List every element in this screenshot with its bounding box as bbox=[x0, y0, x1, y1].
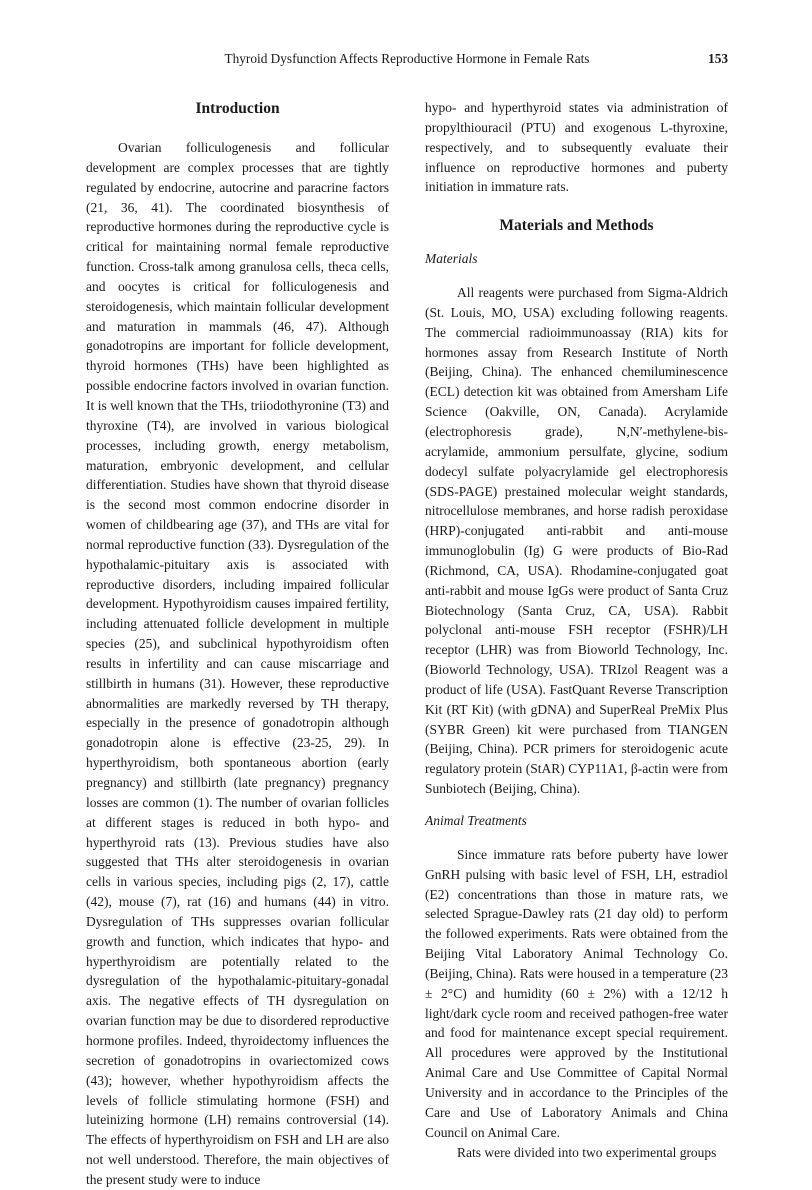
introduction-continuation: hypo- and hyperthyroid states via administration of propylthiouracil (PTU) and exogenous L-thyroxine, respectively, and to subsequently evaluate their influence on reproductive hormones and puberty initiation in immature rats. bbox=[425, 100, 728, 195]
left-column bbox=[86, 98, 389, 1190]
running-header: Thyroid Dysfunction Affects Reproductive Hormone in Female Rats bbox=[224, 51, 590, 66]
animal-treatments-subheading: Animal Treatments bbox=[425, 813, 527, 828]
introduction-heading: Introduction bbox=[195, 100, 280, 117]
materials-paragraph: All reagents were purchased from Sigma-Aldrich (St. Louis, MO, USA) excluding following reagents. The commercial radioimmunoassay (RIA) kits for hormones assay from Research Institute of North (Beijing, China). The enhanced chemiluminescence (ECL) detection kit was obtained from Amersham Life Science (Oakville, ON, Canada). Acrylamide (electrophoresis grade), N,N′-methylene-bis-acrylamide, ammonium persulfate, glycine, sodium dodecyl sulfate polyacrylamide gel electrophoresis (SDS-PAGE) prestained molecular weight standards, nitrocellulose membranes, and horse radish peroxidase (HRP)-conjugated anti-rabbit and anti-mouse immunoglobulin (Ig) G were products of Bio-Rad (Richmond, CA, USA). Rhodamine-conjugated goat anti-rabbit and mouse IgGs were product of Santa Cruz Biotechnology (Santa Cruz, CA, USA). Rabbit polyclonal anti-mouse FSH receptor (FSHR)/LH receptor (LHR) was from Bioworld Technology, Inc. (Bioworld Technology, USA). TRIzol Reagent was a product of life (USA). FastQuant Reverse Transcription Kit (RT Kit) (with gDNA) and SuperReal PreMix Plus (SYBR Green) kit were purchased from TIANGEN (Beijing, China). PCR primers for steroidogenic acute regulatory protein (StAR) CYP11A1, β-actin were from Sunbiotech (Beijing, China). bbox=[425, 285, 728, 797]
methods-heading: Materials and Methods bbox=[499, 217, 654, 235]
right-column bbox=[425, 98, 728, 1162]
animal-treatments-paragraph: Since immature rats before puberty have lower GnRH pulsing with basic level of FSH, LH, estradiol (E2) concentrations than those in mature rats, we selected Sprague-Dawley rats (21 day old) to perform the followed experiments. Rats were obtained from the Beijing Vital Laboratory Animal Technology Co. (Beijing, China). Rats were housed in a temperature (23 ± 2°C) and humidity (60 ± 2%) with a 12/12 h light/dark cycle room and received pathogen-free water and food for maintenance except special requirement. All procedures were approved by the Institutional Animal Care and Use Committee of Capital Normal University and in accordance to the Principles of the Care and Use of Laboratory Animals and China Council on Animal Care. bbox=[425, 846, 728, 1140]
page-number: 153 bbox=[708, 51, 728, 66]
materials-subheading: Materials bbox=[425, 251, 478, 267]
animal-groups-paragraph: Rats were divided into two experimental groups bbox=[457, 1144, 717, 1160]
introduction-paragraph: Ovarian folliculogenesis and follicular development are complex processes that are tightly regulated by endocrine, autocrine and paracrine factors (21, 36, 41). The coordinated biosynthesis of reproductive hormones during the reproductive cycle is critical for maintaining normal female reproductive function. Cross-talk among granulosa cells, theca cells, and oocytes is critical for folliculogenesis and steroidogenesis, which maintain follicular development and maturation in mammals (46, 47). Although gonadotropins are important for follicle development, thyroid hormones (THs) have been highlighted as possible endocrine factors involved in ovarian function. It is well known that the THs, triiodothyronine (T3) and thyroxine (T4), are involved in various biological processes, including growth, energy metabolism, maturation, embryonic development, and cellular differentiation. Studies have shown that thyroid disease is the second most common endocrine disorder in women of childbearing age (37), and THs are vital for normal reproductive function (33). Dysregulation of the hypothalamic-pituitary axis is associated with reproductive disorders, including impaired follicular development. Hypothyroidism causes impaired fertility, including attenuated follicle development in multiple species (25), and subclinical hypothyroidism often results in infertility and can cause miscarriage and stillbirth in humans (31). However, these reproductive abnormalities are markedly reversed by TH therapy, especially in the presence of gonadotropin although gonadotropin alone is effective (23-25, 29). In hyperthyroidism, both spontaneous abortion (early pregnancy) and stillbirth (late pregnancy) pregnancy losses are common (1). The number of ovarian follicles at different stages is reduced in both hypo- and hyperthyroid rats (13). Previous studies have also suggested that THs alter steroidogenesis in ovarian cells in various species, including pigs (2, 17), cattle (42), mouse (7), rat (16) and humans (44) in vitro. Dysregulation of THs suppresses ovarian follicular growth and function, which indicates that hypo- and hyperthyroidism are potentially related to the dysregulation of the hypothalamic-pituitary-gonadal axis. The negative effects of TH dysregulation on ovarian function may be due to disordered reproductive hormone profiles. Indeed, thyroidectomy influences the secretion of gonadotropins in ovariectomized cows (43); however, whether hypothyroidism affects the levels of follicle stimulating hormone (FSH) and luteinizing hormone (LH) remains controversial (14). The effects of hyperthyroidism on FSH and LH are also not well understood. Therefore, the main objectives of the present study were to induce bbox=[86, 140, 389, 1187]
